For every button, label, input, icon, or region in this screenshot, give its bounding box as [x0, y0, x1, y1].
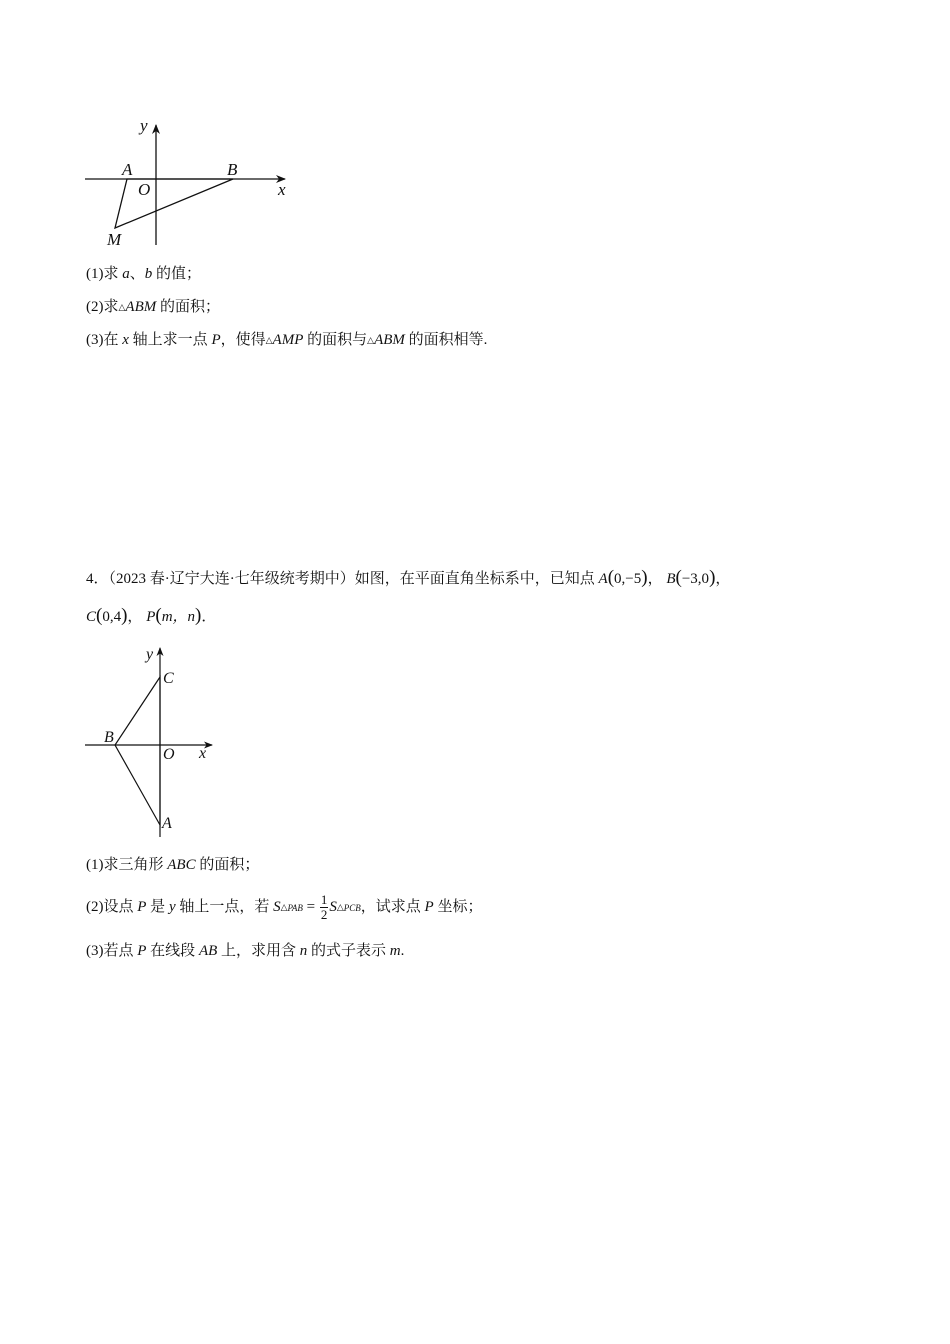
q4-part2: (2)设点 P 是 y 轴上一点，若 S△PAB = $\frac{1}{2}$ S△PCB，试求点 P 坐标；	[86, 892, 483, 923]
q3-part2: (2)求△ABM 的面积；	[86, 299, 221, 315]
q3-part1: (1)求 a、b 的值；	[86, 266, 202, 282]
label-a: A	[162, 815, 172, 832]
q4-stem-line1: 4．（2023 春·辽宁大连·七年级统考期中）如图，在平面直角坐标系中，已知点 A(0,−5)， B(−3,0)，	[86, 567, 731, 588]
label-y: y	[140, 116, 148, 135]
label-b: B	[104, 729, 114, 746]
label-o: O	[138, 180, 151, 199]
figure-2-coordinate-diagram	[80, 642, 230, 842]
triangle-abm	[115, 179, 233, 228]
label-o: O	[163, 746, 175, 763]
q4-part3: (3)若点 P 在线段 AB 上，求用含 n 的式子表示 m.	[86, 943, 405, 959]
label-x: x	[199, 745, 207, 762]
label-m: M	[107, 230, 122, 249]
label-x: x	[278, 180, 286, 199]
figure-1-coordinate-diagram	[80, 115, 300, 250]
label-a: A	[122, 160, 133, 179]
label-y: y	[146, 646, 154, 663]
triangle-abc	[115, 677, 160, 825]
fraction-one-half: $\frac{1}{2}$	[320, 892, 328, 923]
q4-stem-line2: C(0,4)， P(m，n)．	[86, 605, 217, 626]
q3-part3: (3)在 x 轴上求一点 P，使得△AMP 的面积与△ABM 的面积相等.	[86, 332, 488, 348]
label-b: B	[227, 160, 238, 179]
q4-part1: (1)求三角形 ABC 的面积；	[86, 857, 260, 873]
label-c: C	[163, 670, 174, 687]
